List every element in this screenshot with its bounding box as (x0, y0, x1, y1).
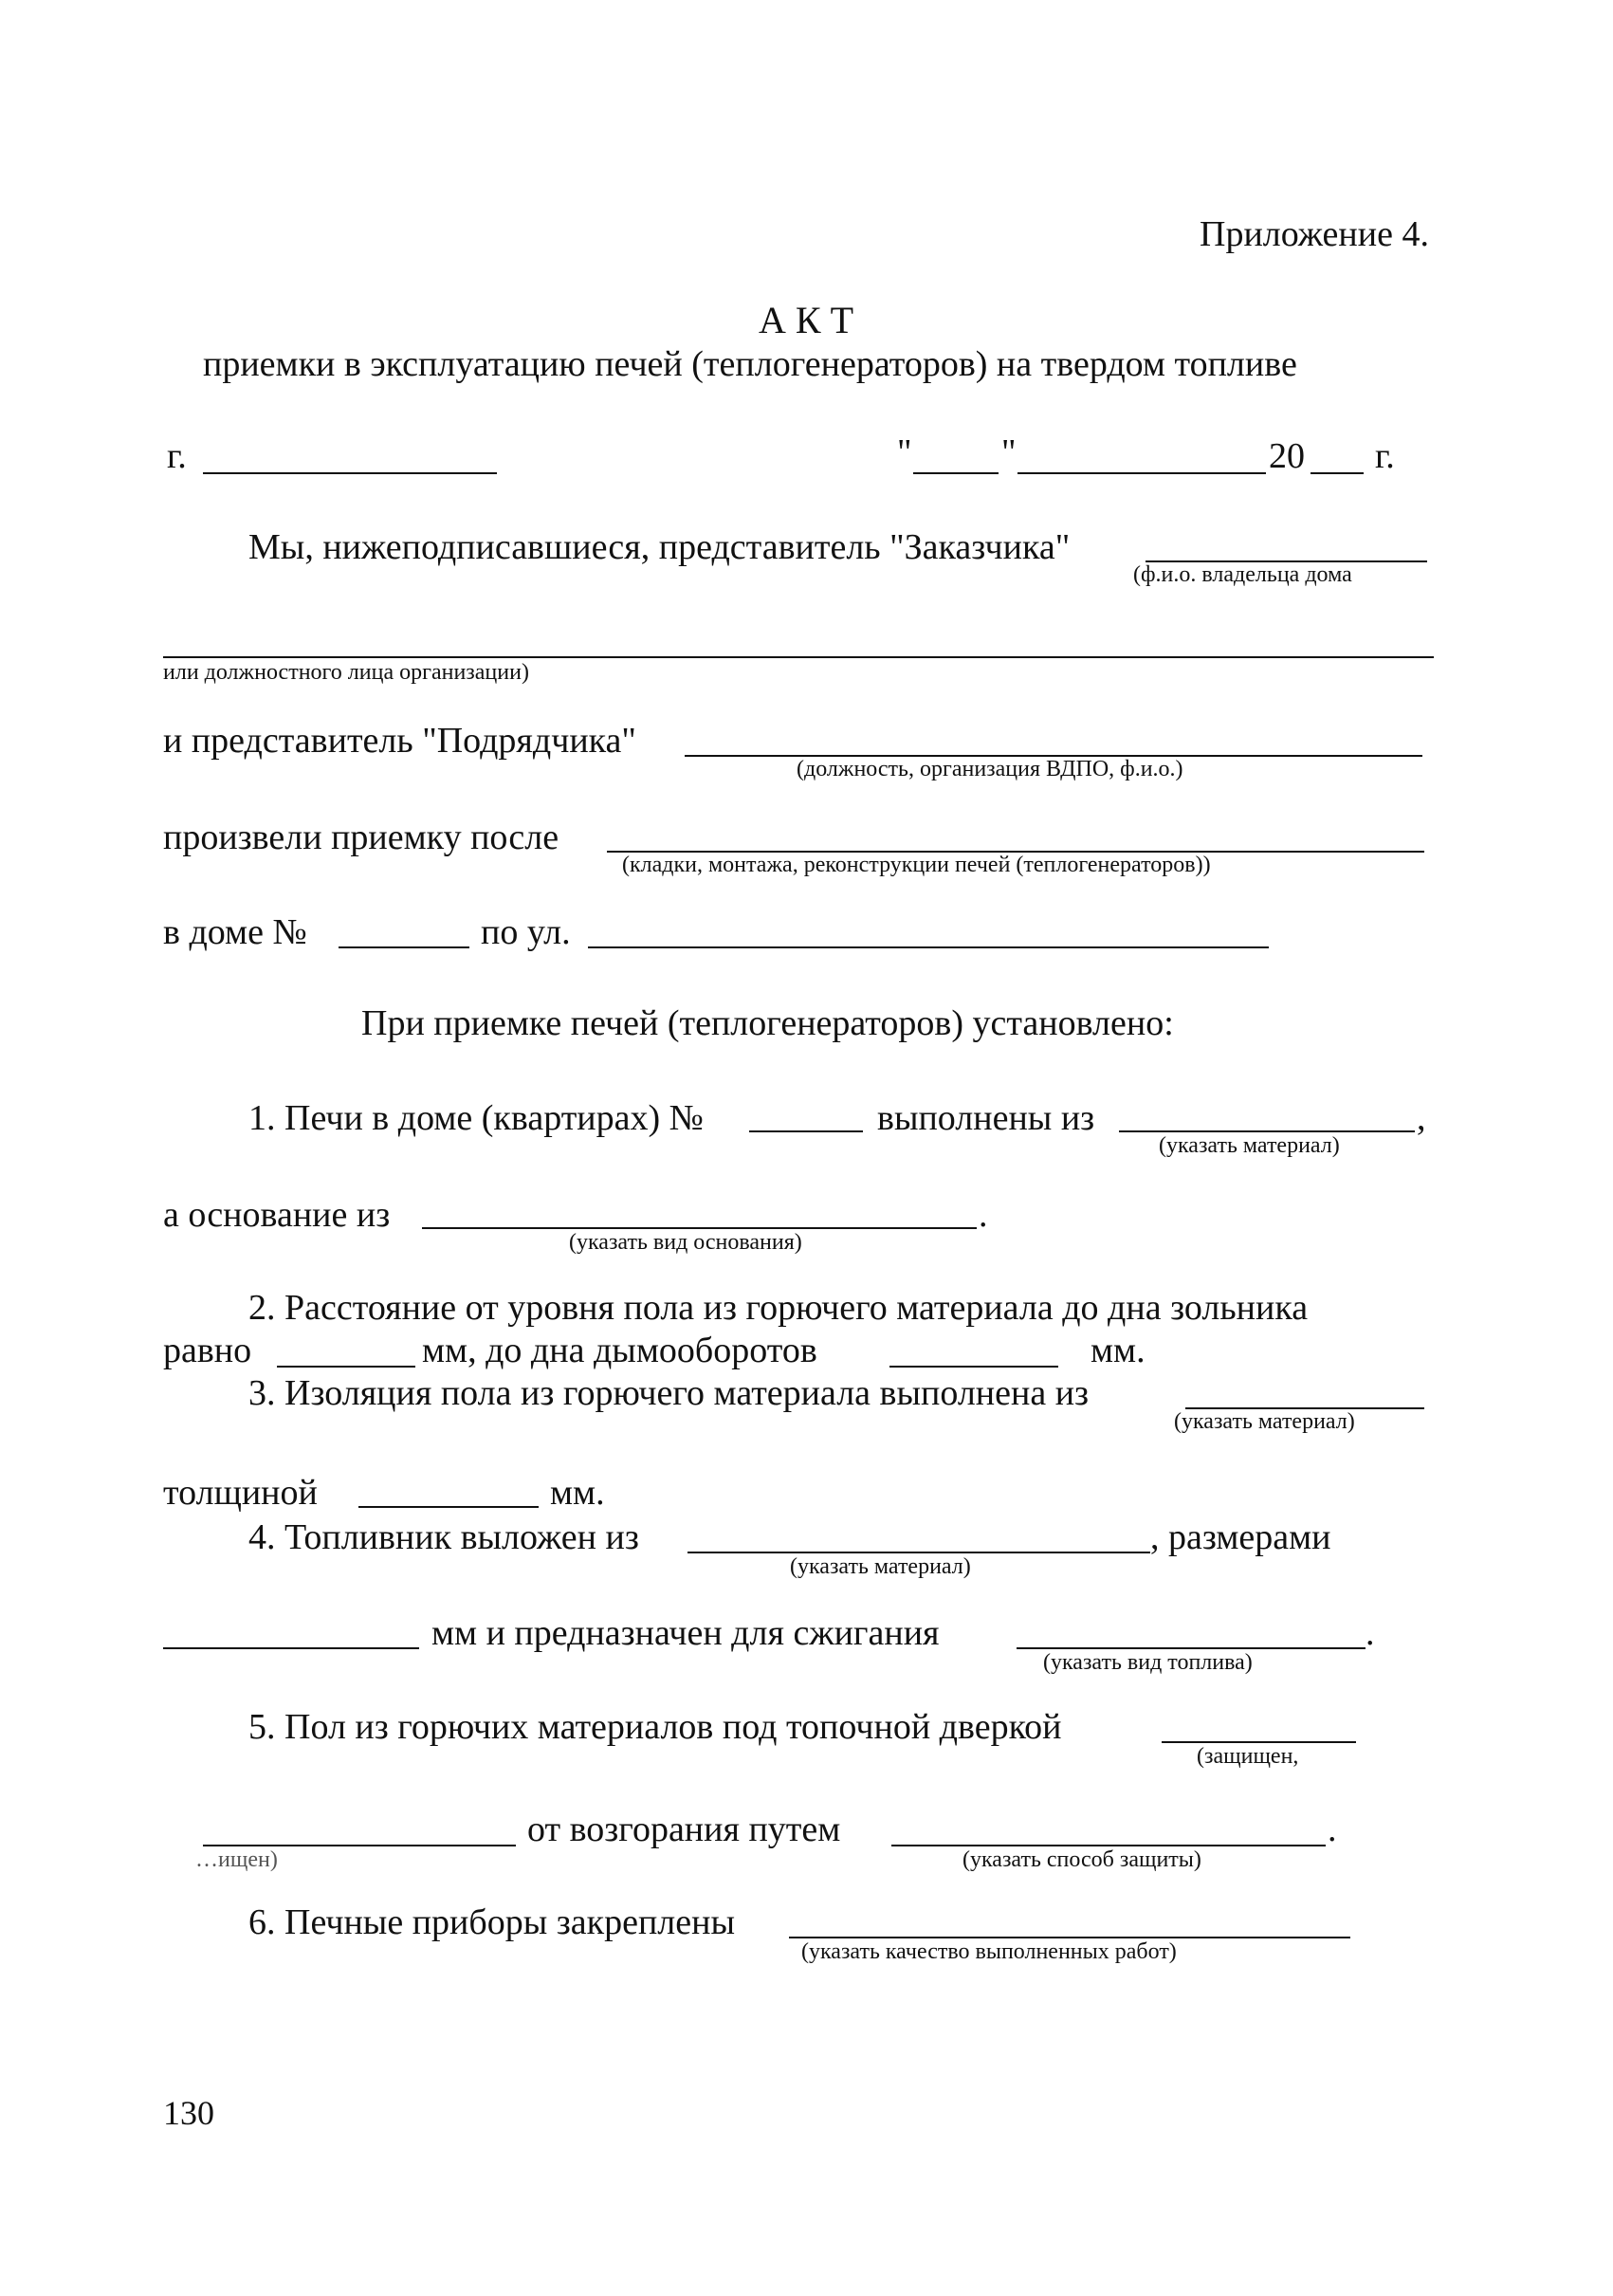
item1-material-field[interactable] (1119, 1130, 1415, 1132)
document-subtitle: приемки в эксплуатацию печей (теплогенераторов) на твердом топливе (203, 344, 1297, 384)
item3-thickness-field[interactable] (358, 1506, 539, 1508)
item1-made-text: выполнены из (877, 1098, 1095, 1138)
item2-equal-text: равно (163, 1331, 252, 1370)
item4-material-field[interactable] (687, 1552, 1150, 1553)
page-number: 130 (163, 2094, 214, 2132)
work-text: произвели приемку после (163, 817, 559, 857)
customer-field-continued[interactable] (163, 656, 1434, 658)
work-caption: (кладки, монтажа, реконструкции печей (теплогенераторов)) (622, 853, 1211, 877)
item5-fire-text: от возгорания путем (527, 1809, 841, 1849)
established-heading: При приемке печей (теплогенераторов) установлено: (361, 1003, 1174, 1043)
item4-fuel-field[interactable] (1017, 1647, 1366, 1649)
item5-caption: (защищен, (1197, 1744, 1299, 1769)
appendix-label: Приложение 4. (1200, 214, 1429, 254)
item5-dot: . (1328, 1809, 1337, 1849)
document-title: А К Т (759, 299, 853, 341)
item4-fuel-text: мм и предназначен для сжигания (431, 1613, 940, 1653)
item1-text: 1. Печи в доме (квартирах) № (248, 1098, 704, 1138)
year-field[interactable] (1311, 472, 1364, 474)
item4-caption: (указать материал) (790, 1554, 971, 1579)
item5-method-field[interactable] (891, 1845, 1326, 1846)
house-text: в доме № (163, 912, 307, 952)
item6-quality-field[interactable] (789, 1937, 1350, 1938)
year-prefix: 20 (1269, 436, 1305, 476)
item1-apartment-field[interactable] (749, 1130, 863, 1132)
item5-method-caption: (указать способ защиты) (962, 1847, 1201, 1872)
day-quote-close: " (1001, 432, 1017, 472)
contractor-caption: (должность, организация ВДПО, ф.и.о.) (797, 757, 1183, 781)
city-field[interactable] (203, 472, 497, 474)
item1-base-field[interactable] (422, 1227, 977, 1229)
item4-fuel-caption: (указать вид топлива) (1043, 1650, 1253, 1675)
item4-sizes-text: , размерами (1150, 1517, 1331, 1557)
item4-text: 4. Топливник выложен из (248, 1517, 639, 1557)
customer-text: Мы, нижеподписавшиеся, представитель "Заказчика" (248, 527, 1071, 567)
item3-caption: (указать материал) (1174, 1409, 1355, 1434)
item1-base-text: а основание из (163, 1195, 391, 1235)
item6-caption: (указать качество выполненных работ) (801, 1939, 1177, 1964)
item1-base-dot: . (979, 1195, 988, 1235)
item6-text: 6. Печные приборы закреплены (248, 1902, 735, 1942)
item1-comma: , (1417, 1098, 1426, 1138)
street-field[interactable] (588, 946, 1269, 948)
item4-size-field[interactable] (163, 1647, 419, 1649)
street-text: по ул. (481, 912, 571, 952)
item3-thickness-text: толщиной (163, 1473, 318, 1513)
item1-caption: (указать материал) (1159, 1133, 1340, 1158)
item3-text: 3. Изоляция пола из горючего материала выполнена из (248, 1373, 1090, 1413)
item5-protection-field[interactable] (1162, 1741, 1356, 1743)
customer-caption: (ф.и.о. владельца дома (1133, 562, 1352, 587)
item2-mm-to-text: мм, до дна дымооборотов (422, 1331, 817, 1370)
year-suffix: г. (1375, 436, 1395, 476)
contractor-text: и представитель "Подрядчика" (163, 721, 636, 761)
item3-mm-text: мм. (550, 1473, 605, 1513)
month-field[interactable] (1017, 472, 1266, 474)
item2-text: 2. Расстояние от уровня пола из горючего материала до дна зольника (248, 1288, 1309, 1328)
item5-protection-field-continued[interactable] (203, 1845, 516, 1846)
day-field[interactable] (913, 472, 999, 474)
item5-caption-continued: …ищен) (195, 1847, 278, 1872)
city-prefix: г. (167, 436, 187, 476)
item5-text: 5. Пол из горючих материалов под топочной дверкой (248, 1707, 1062, 1747)
item2-ash-distance-field[interactable] (277, 1366, 415, 1368)
customer-caption-continued: или должностного лица организации) (163, 660, 529, 685)
item2-smoke-distance-field[interactable] (889, 1366, 1058, 1368)
house-number-field[interactable] (339, 946, 469, 948)
item1-base-caption: (указать вид основания) (569, 1230, 802, 1255)
item2-mm-text: мм. (1091, 1331, 1146, 1370)
day-quote-open: " (897, 432, 912, 472)
item4-dot: . (1366, 1613, 1375, 1653)
